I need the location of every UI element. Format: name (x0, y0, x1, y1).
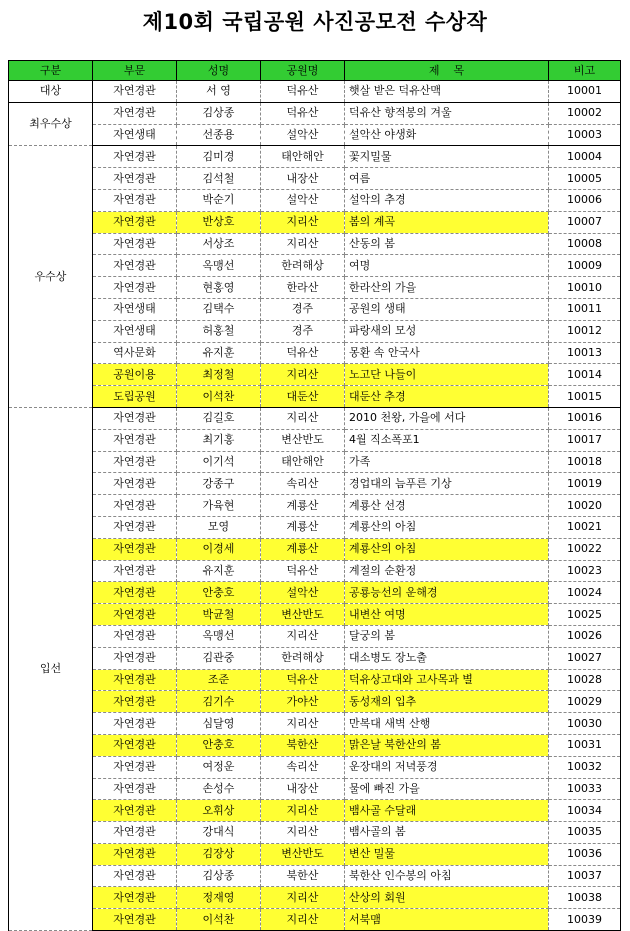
title-cell: 대소병도 장노출 (345, 647, 549, 669)
field-cell: 자연경관 (93, 734, 177, 756)
name-cell: 안충호 (177, 582, 261, 604)
park-cell: 덕유산 (261, 669, 345, 691)
note-cell: 10014 (549, 364, 621, 386)
name-cell: 김관중 (177, 647, 261, 669)
title-cell: 한라산의 가을 (345, 277, 549, 299)
name-cell: 옥맹선 (177, 625, 261, 647)
note-cell: 10015 (549, 386, 621, 408)
field-cell: 공원이용 (93, 364, 177, 386)
field-cell: 자연생태 (93, 298, 177, 320)
name-cell: 손성수 (177, 778, 261, 800)
title-cell: 내변산 여명 (345, 604, 549, 626)
column-header-note: 비고 (549, 61, 621, 81)
grade-cell: 대상 (9, 81, 93, 103)
table-row (9, 734, 621, 756)
table-body (9, 81, 621, 931)
field-cell: 자연경관 (93, 800, 177, 822)
field-cell: 자연경관 (93, 429, 177, 451)
park-cell: 지리산 (261, 625, 345, 647)
note-cell: 10029 (549, 691, 621, 713)
name-cell: 유지훈 (177, 560, 261, 582)
field-cell: 자연경관 (93, 516, 177, 538)
name-cell: 이석찬 (177, 909, 261, 931)
title-cell: 햇살 받은 덕유산맥 (345, 81, 549, 103)
field-cell: 자연경관 (93, 582, 177, 604)
table-header-row (9, 61, 621, 81)
park-cell: 지리산 (261, 713, 345, 735)
name-cell: 김상종 (177, 865, 261, 887)
field-cell: 자연경관 (93, 146, 177, 168)
title-cell: 설악의 추경 (345, 189, 549, 211)
table-row (9, 822, 621, 844)
title-cell: 맑은날 북한산의 봄 (345, 734, 549, 756)
park-cell: 변산반도 (261, 429, 345, 451)
field-cell: 자연경관 (93, 538, 177, 560)
park-cell: 태안해안 (261, 451, 345, 473)
field-cell: 역사문화 (93, 342, 177, 364)
park-cell: 덕유산 (261, 102, 345, 124)
park-cell: 한려해상 (261, 255, 345, 277)
name-cell: 오휘상 (177, 800, 261, 822)
table-row (9, 473, 621, 495)
park-cell: 변산반도 (261, 604, 345, 626)
note-cell: 10027 (549, 647, 621, 669)
park-cell: 경주 (261, 298, 345, 320)
park-cell: 설악산 (261, 582, 345, 604)
park-cell: 내장산 (261, 168, 345, 190)
park-cell: 가야산 (261, 691, 345, 713)
title-cell: 설악산 야생화 (345, 124, 549, 146)
table-row (9, 255, 621, 277)
title-cell: 만복대 새벽 산행 (345, 713, 549, 735)
field-cell: 자연경관 (93, 255, 177, 277)
note-cell: 10031 (549, 734, 621, 756)
park-cell: 내장산 (261, 778, 345, 800)
table-row (9, 625, 621, 647)
park-cell: 덕유산 (261, 81, 345, 103)
title-cell: 여명 (345, 255, 549, 277)
title-cell: 대둔산 추경 (345, 386, 549, 408)
column-header-park: 공원명 (261, 61, 345, 81)
table-row (9, 342, 621, 364)
column-header-title: 제 목 (345, 61, 549, 81)
park-cell: 속리산 (261, 756, 345, 778)
note-cell: 10008 (549, 233, 621, 255)
field-cell: 자연경관 (93, 843, 177, 865)
title-cell: 2010 천왕, 가을에 서다 (345, 407, 549, 429)
note-cell: 10010 (549, 277, 621, 299)
table-row (9, 909, 621, 931)
name-cell: 이경세 (177, 538, 261, 560)
name-cell: 김길호 (177, 407, 261, 429)
table-row (9, 407, 621, 429)
title-cell: 봄의 계곡 (345, 211, 549, 233)
field-cell: 자연경관 (93, 865, 177, 887)
name-cell: 허홍철 (177, 320, 261, 342)
park-cell: 계룡산 (261, 516, 345, 538)
title-cell: 산상의 회원 (345, 887, 549, 909)
park-cell: 계룡산 (261, 495, 345, 517)
grade-cell: 입선 (9, 407, 93, 930)
title-cell: 북한산 인수봉의 아침 (345, 865, 549, 887)
park-cell: 계룡산 (261, 538, 345, 560)
table-row (9, 516, 621, 538)
table-row (9, 146, 621, 168)
table-row (9, 320, 621, 342)
table-row (9, 189, 621, 211)
table-row (9, 560, 621, 582)
field-cell: 자연경관 (93, 691, 177, 713)
grade-cell: 최우수상 (9, 102, 93, 146)
title-cell: 달궁의 봄 (345, 625, 549, 647)
table-row (9, 669, 621, 691)
title-cell: 덕유산 향적봉의 겨울 (345, 102, 549, 124)
note-cell: 10033 (549, 778, 621, 800)
note-cell: 10001 (549, 81, 621, 103)
table-row (9, 495, 621, 517)
field-cell: 자연경관 (93, 887, 177, 909)
award-table (8, 60, 621, 931)
park-cell: 지리산 (261, 407, 345, 429)
table-row (9, 124, 621, 146)
grade-cell: 우수상 (9, 146, 93, 408)
field-cell: 도립공원 (93, 386, 177, 408)
title-cell: 계룡산의 아침 (345, 516, 549, 538)
title-cell: 경업대의 늠푸른 기상 (345, 473, 549, 495)
park-cell: 덕유산 (261, 342, 345, 364)
field-cell: 자연경관 (93, 560, 177, 582)
park-cell: 한려해상 (261, 647, 345, 669)
table-row (9, 277, 621, 299)
table-row (9, 843, 621, 865)
field-cell: 자연경관 (93, 277, 177, 299)
park-cell: 지리산 (261, 233, 345, 255)
note-cell: 10039 (549, 909, 621, 931)
park-cell: 설악산 (261, 124, 345, 146)
note-cell: 10011 (549, 298, 621, 320)
note-cell: 10009 (549, 255, 621, 277)
note-cell: 10007 (549, 211, 621, 233)
note-cell: 10003 (549, 124, 621, 146)
name-cell: 모영 (177, 516, 261, 538)
note-cell: 10019 (549, 473, 621, 495)
park-cell: 속리산 (261, 473, 345, 495)
name-cell: 정재영 (177, 887, 261, 909)
note-cell: 10025 (549, 604, 621, 626)
table-row (9, 298, 621, 320)
note-cell: 10018 (549, 451, 621, 473)
name-cell: 김택수 (177, 298, 261, 320)
park-cell: 지리산 (261, 822, 345, 844)
note-cell: 10037 (549, 865, 621, 887)
table-row (9, 233, 621, 255)
table-row (9, 713, 621, 735)
name-cell: 서상조 (177, 233, 261, 255)
note-cell: 10002 (549, 102, 621, 124)
title-cell: 서북맴 (345, 909, 549, 931)
name-cell: 김미경 (177, 146, 261, 168)
note-cell: 10004 (549, 146, 621, 168)
name-cell: 이석찬 (177, 386, 261, 408)
park-cell: 지리산 (261, 364, 345, 386)
name-cell: 서 영 (177, 81, 261, 103)
field-cell: 자연경관 (93, 81, 177, 103)
park-cell: 설악산 (261, 189, 345, 211)
note-cell: 10020 (549, 495, 621, 517)
note-cell: 10032 (549, 756, 621, 778)
park-cell: 지리산 (261, 887, 345, 909)
park-cell: 한라산 (261, 277, 345, 299)
field-cell: 자연생태 (93, 320, 177, 342)
title-cell: 산동의 봄 (345, 233, 549, 255)
name-cell: 가육현 (177, 495, 261, 517)
table-row (9, 604, 621, 626)
name-cell: 옥맹선 (177, 255, 261, 277)
field-cell: 자연경관 (93, 822, 177, 844)
park-cell: 태안해안 (261, 146, 345, 168)
name-cell: 이기석 (177, 451, 261, 473)
field-cell: 자연생태 (93, 124, 177, 146)
park-cell: 덕유산 (261, 560, 345, 582)
name-cell: 선종용 (177, 124, 261, 146)
name-cell: 박순기 (177, 189, 261, 211)
field-cell: 자연경관 (93, 233, 177, 255)
field-cell: 자연경관 (93, 713, 177, 735)
park-cell: 대둔산 (261, 386, 345, 408)
title-cell: 물에 빠진 가을 (345, 778, 549, 800)
note-cell: 10035 (549, 822, 621, 844)
title-cell: 운장대의 저녁풍경 (345, 756, 549, 778)
name-cell: 강종구 (177, 473, 261, 495)
name-cell: 안충호 (177, 734, 261, 756)
name-cell: 김장상 (177, 843, 261, 865)
field-cell: 자연경관 (93, 647, 177, 669)
title-cell: 노고단 나들이 (345, 364, 549, 386)
page-title: 제10회 국립공원 사진공모전 수상작 (142, 10, 488, 34)
table-row (9, 538, 621, 560)
column-header-name: 성명 (177, 61, 261, 81)
title-cell: 뱀사골 수달래 (345, 800, 549, 822)
field-cell: 자연경관 (93, 625, 177, 647)
note-cell: 10016 (549, 407, 621, 429)
table-row (9, 691, 621, 713)
title-cell: 계절의 순환정 (345, 560, 549, 582)
note-cell: 10022 (549, 538, 621, 560)
note-cell: 10026 (549, 625, 621, 647)
name-cell: 최기홍 (177, 429, 261, 451)
name-cell: 심달영 (177, 713, 261, 735)
title-cell: 뱀사골의 봄 (345, 822, 549, 844)
title-cell: 덕유상고대와 고사목과 별 (345, 669, 549, 691)
note-cell: 10036 (549, 843, 621, 865)
park-cell: 북한산 (261, 865, 345, 887)
park-cell: 변산반도 (261, 843, 345, 865)
table-row (9, 364, 621, 386)
title-cell: 4월 직소폭포1 (345, 429, 549, 451)
field-cell: 자연경관 (93, 451, 177, 473)
field-cell: 자연경관 (93, 756, 177, 778)
note-cell: 10005 (549, 168, 621, 190)
field-cell: 자연경관 (93, 473, 177, 495)
table-row (9, 102, 621, 124)
table-row (9, 778, 621, 800)
note-cell: 10030 (549, 713, 621, 735)
note-cell: 10028 (549, 669, 621, 691)
table-row (9, 386, 621, 408)
title-cell: 여름 (345, 168, 549, 190)
title-cell: 공원의 생태 (345, 298, 549, 320)
note-cell: 10038 (549, 887, 621, 909)
table-row (9, 211, 621, 233)
title-cell: 가족 (345, 451, 549, 473)
name-cell: 김석철 (177, 168, 261, 190)
table-row (9, 865, 621, 887)
note-cell: 10034 (549, 800, 621, 822)
field-cell: 자연경관 (93, 778, 177, 800)
park-cell: 경주 (261, 320, 345, 342)
title-cell: 계룡산의 아침 (345, 538, 549, 560)
note-cell: 10024 (549, 582, 621, 604)
name-cell: 조준 (177, 669, 261, 691)
name-cell: 최정철 (177, 364, 261, 386)
park-cell: 지리산 (261, 800, 345, 822)
note-cell: 10021 (549, 516, 621, 538)
name-cell: 현홍영 (177, 277, 261, 299)
name-cell: 박균철 (177, 604, 261, 626)
table-row (9, 582, 621, 604)
name-cell: 김기수 (177, 691, 261, 713)
name-cell: 여정운 (177, 756, 261, 778)
title-cell: 동성재의 입추 (345, 691, 549, 713)
field-cell: 자연경관 (93, 604, 177, 626)
table-row (9, 647, 621, 669)
table-row (9, 451, 621, 473)
table-row (9, 756, 621, 778)
name-cell: 강대식 (177, 822, 261, 844)
field-cell: 자연경관 (93, 495, 177, 517)
park-cell: 지리산 (261, 909, 345, 931)
table-row (9, 168, 621, 190)
note-cell: 10017 (549, 429, 621, 451)
table-row (9, 800, 621, 822)
column-header-field: 부문 (93, 61, 177, 81)
note-cell: 10013 (549, 342, 621, 364)
name-cell: 유지훈 (177, 342, 261, 364)
field-cell: 자연경관 (93, 211, 177, 233)
note-cell: 10023 (549, 560, 621, 582)
field-cell: 자연경관 (93, 669, 177, 691)
park-cell: 지리산 (261, 211, 345, 233)
title-cell: 변산 밀물 (345, 843, 549, 865)
field-cell: 자연경관 (93, 407, 177, 429)
field-cell: 자연경관 (93, 168, 177, 190)
note-cell: 10006 (549, 189, 621, 211)
note-cell: 10012 (549, 320, 621, 342)
title-cell: 파랑새의 모성 (345, 320, 549, 342)
title-cell: 계룡산 선경 (345, 495, 549, 517)
table-row (9, 429, 621, 451)
column-header-grade: 구분 (9, 61, 93, 81)
table-row (9, 887, 621, 909)
title-cell: 꽃지밀물 (345, 146, 549, 168)
field-cell: 자연경관 (93, 102, 177, 124)
name-cell: 반상호 (177, 211, 261, 233)
park-cell: 북한산 (261, 734, 345, 756)
title-cell: 몽환 속 안국사 (345, 342, 549, 364)
field-cell: 자연경관 (93, 909, 177, 931)
title-cell: 공룡능선의 운해경 (345, 582, 549, 604)
table-row (9, 81, 621, 103)
name-cell: 김상종 (177, 102, 261, 124)
field-cell: 자연경관 (93, 189, 177, 211)
